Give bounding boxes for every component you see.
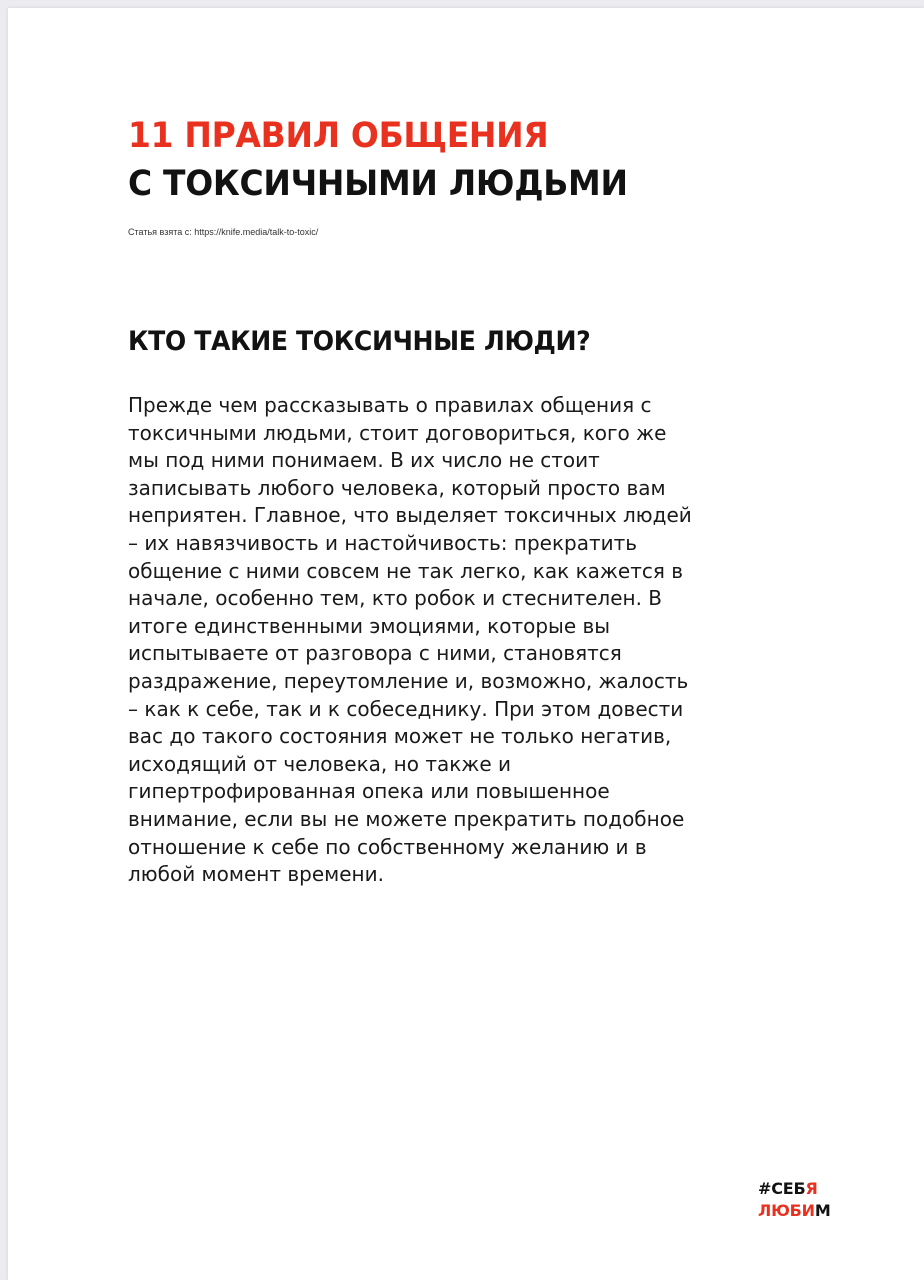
section-heading: КТО ТАКИЕ ТОКСИЧНЫЕ ЛЮДИ? <box>128 326 591 357</box>
paragraph-line: неприятен. Главное, что выделяет токсичных людей <box>128 503 692 528</box>
body-paragraph <box>128 392 778 889</box>
logo-text-red: ЛЮБИ <box>758 1201 815 1220</box>
paragraph-line: Прежде чем рассказывать о правилах общения с <box>128 393 652 417</box>
paragraph-line: исходящий от человека, но также и <box>128 751 511 776</box>
title-line-1: 11 ПРАВИЛ ОБЩЕНИЯ <box>128 116 549 156</box>
brand-logo <box>758 1178 831 1222</box>
logo-text-red: Я <box>805 1179 818 1198</box>
paragraph-line: токсичными людьми, стоит договориться, кого же <box>128 420 667 445</box>
paragraph-line: отношение к себе по собственному желанию и в <box>128 834 647 859</box>
paragraph-line: записывать любого человека, который просто вам <box>128 475 666 500</box>
title-line-2: С ТОКСИЧНЫМИ ЛЮДЬМИ <box>128 164 628 204</box>
logo-text-dark: М <box>814 1201 831 1220</box>
paragraph-line: любой момент времени. <box>128 862 384 887</box>
paragraph-line: раздражение, переутомление и, возможно, жалость <box>128 668 689 693</box>
paragraph-line: внимание, если вы не можете прекратить подобное <box>128 806 685 831</box>
paragraph-line: вас до такого состояния может не только негатив, <box>128 724 672 749</box>
source-note: Статья взята с: https://knife.media/talk-to-toxic/ <box>128 227 319 237</box>
paragraph-line: итоге единственными эмоциями, которые вы <box>128 613 611 638</box>
logo-line-2 <box>758 1200 831 1222</box>
paragraph-line: испытываете от разговора с ними, становятся <box>128 641 622 666</box>
document-page <box>8 8 924 1280</box>
logo-text-dark: #СЕБ <box>758 1179 806 1198</box>
paragraph-line: – как к себе, так и к собеседнику. При этом довести <box>128 696 684 721</box>
paragraph-line: общение с ними совсем не так легко, как кажется в <box>128 558 684 583</box>
paragraph-line: – их навязчивость и настойчивость: прекратить <box>128 530 638 555</box>
paragraph-line: мы под ними понимаем. В их число не стоит <box>128 448 600 473</box>
logo-line-1 <box>758 1178 831 1200</box>
document-title <box>128 112 628 208</box>
paragraph-line: начале, особенно тем, кто робок и стеснителен. В <box>128 586 663 611</box>
paragraph-line: гипертрофированная опека или повышенное <box>128 779 610 804</box>
